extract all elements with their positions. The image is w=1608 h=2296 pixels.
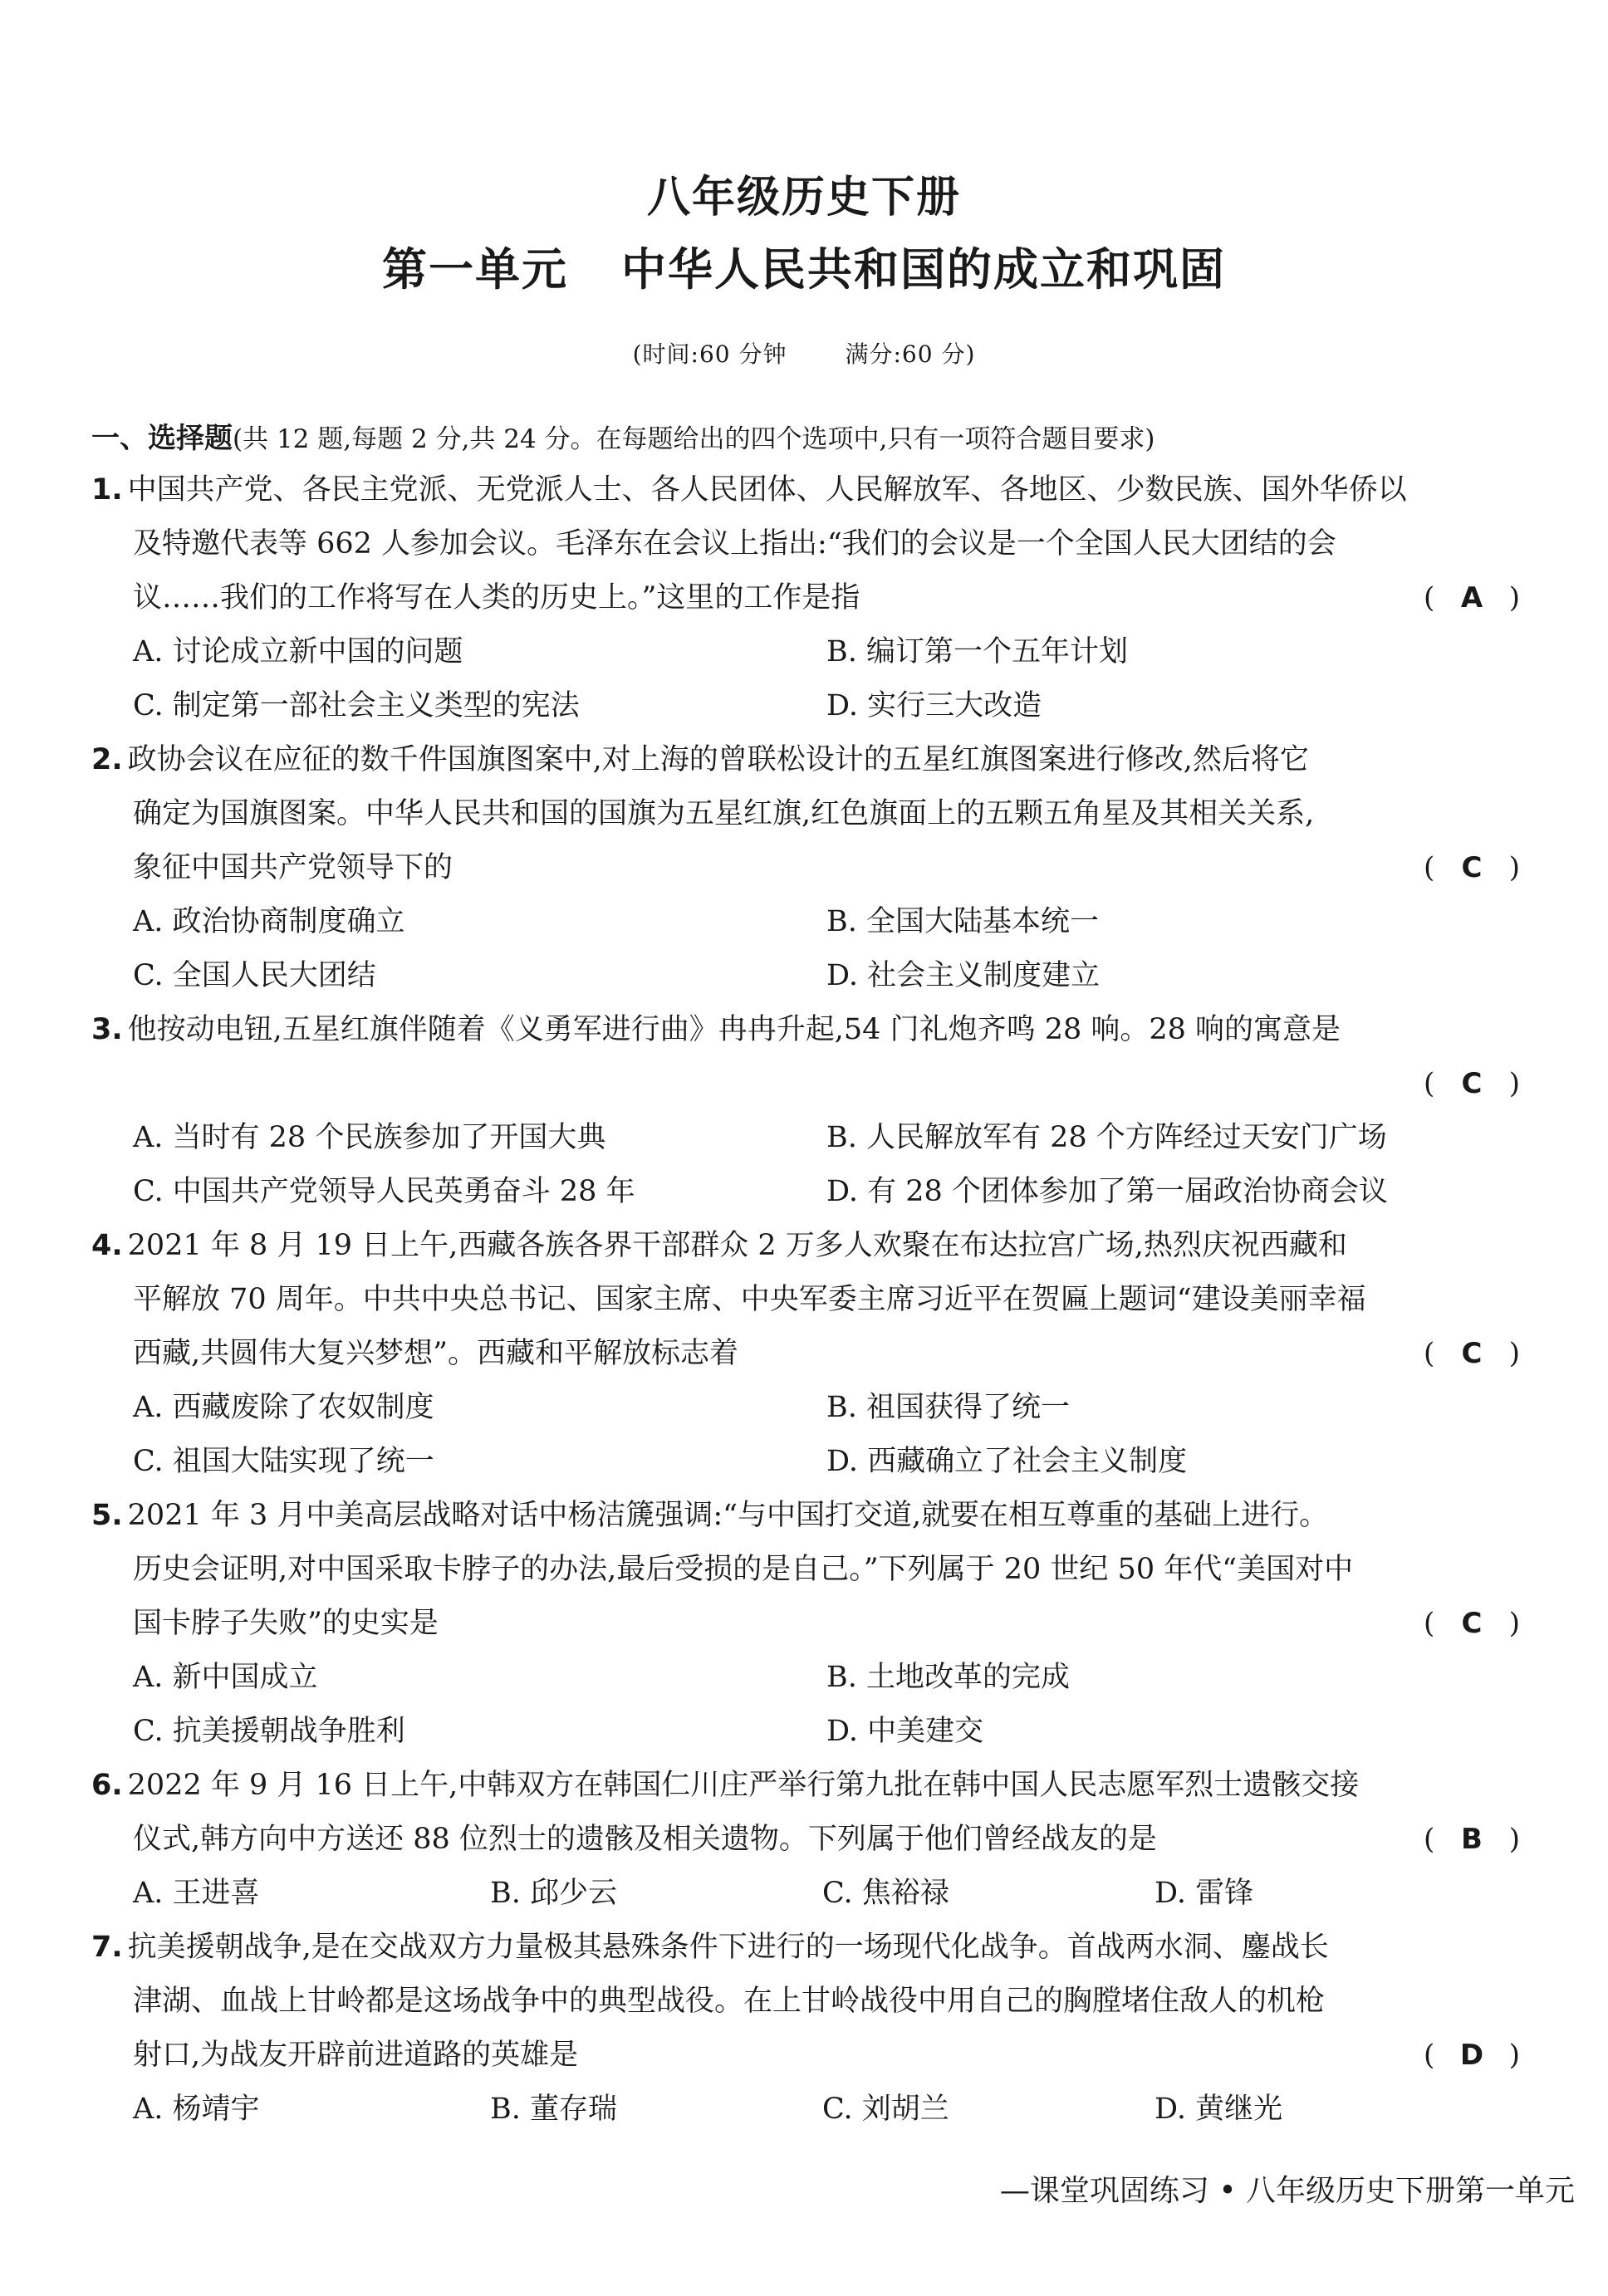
question-text: 仪式,韩方向中方送还 88 位烈士的遗骸及相关遗物。下列属于他们曾经战友的是 xyxy=(133,1823,1157,1856)
answer-letter: B xyxy=(1461,1823,1483,1856)
question-number: 5. xyxy=(91,1499,123,1532)
question-line xyxy=(91,463,1520,517)
answer-letter: C xyxy=(1461,851,1483,884)
answer-bracket: ( D ) xyxy=(1424,2029,1520,2083)
exam-meta xyxy=(0,336,1608,370)
question-text: 抗美援朝战争,是在交战双方力量极其悬殊条件下进行的一场现代化战争。首战两水洞、鏖战长 xyxy=(127,1931,1329,1964)
unit-name: 中华人民共和国的成立和巩固 xyxy=(621,243,1226,296)
question-line xyxy=(91,733,1520,787)
answer-bracket: ( C ) xyxy=(1424,1597,1520,1651)
options-row xyxy=(91,1705,1520,1759)
option-b: B. 土地改革的完成 xyxy=(826,1661,1070,1694)
answer-letter: D xyxy=(1459,2039,1484,2072)
question-text: 中国共产党、各民主党派、无党派人士、各人民团体、人民解放军、各地区、少数民族、国外华侨以 xyxy=(127,473,1407,507)
question-number: 2. xyxy=(91,743,123,776)
page-footer: —课堂巩固练习 • 八年级历史下册第一单元 xyxy=(999,2174,1575,2208)
options-row xyxy=(91,1867,1520,1921)
option-d: D. 黄继光 xyxy=(1155,2093,1283,2126)
answer-letter: C xyxy=(1461,1607,1483,1640)
question-text: 他按动电钮,五星红旗伴随着《义勇军进行曲》冉冉升起,54 门礼炮齐鸣 28 响。28 响的寓意是 xyxy=(127,1013,1341,1046)
question-line xyxy=(91,1003,1520,1057)
question-line xyxy=(91,1489,1520,1543)
question-number: 6. xyxy=(91,1769,123,1802)
question-line xyxy=(91,1759,1520,1813)
question-line xyxy=(91,2029,1520,2083)
options-row xyxy=(91,1651,1520,1705)
options-row xyxy=(91,625,1520,679)
question-number: 1. xyxy=(91,473,123,507)
option-b: B. 董存瑞 xyxy=(490,2093,617,2126)
options-row xyxy=(91,1111,1520,1165)
answer-bracket: ( C ) xyxy=(1424,841,1520,895)
option-a: A. 当时有 28 个民族参加了开国大典 xyxy=(133,1121,606,1154)
answer-bracket: ( A ) xyxy=(1424,571,1520,625)
question-number: 7. xyxy=(91,1931,123,1964)
question-text: 西藏,共圆伟大复兴梦想”。西藏和平解放标志着 xyxy=(133,1337,739,1370)
question-line xyxy=(91,1327,1520,1381)
options-row xyxy=(91,949,1520,1003)
options-row xyxy=(91,1381,1520,1435)
question-5 xyxy=(91,1489,1520,1759)
question-number: 4. xyxy=(91,1229,123,1262)
time-info: (时间:60 分钟 xyxy=(632,340,787,368)
question-line xyxy=(91,1057,1520,1111)
option-c: C. 刘胡兰 xyxy=(822,2093,949,2126)
option-d: D. 西藏确立了社会主义制度 xyxy=(826,1445,1188,1478)
options-row xyxy=(91,679,1520,733)
page-title: 八年级历史下册 xyxy=(646,173,961,223)
option-d: D. 实行三大改造 xyxy=(826,689,1042,722)
option-a: A. 新中国成立 xyxy=(133,1661,318,1694)
question-line xyxy=(91,1597,1520,1651)
question-line xyxy=(91,1219,1520,1273)
options-row xyxy=(91,895,1520,949)
option-d: D. 中美建交 xyxy=(826,1715,984,1748)
question-text: 象征中国共产党领导下的 xyxy=(133,851,453,884)
section-heading xyxy=(91,415,1520,456)
score-info: 满分:60 分) xyxy=(845,340,976,368)
question-7 xyxy=(91,1921,1520,2137)
answer-bracket: ( C ) xyxy=(1424,1327,1520,1381)
option-c: C. 中国共产党领导人民英勇奋斗 28 年 xyxy=(133,1175,635,1208)
question-1 xyxy=(91,463,1520,733)
question-text: 政协会议在应征的数千件国旗图案中,对上海的曾联松设计的五星红旗图案进行修改,然后将它 xyxy=(127,743,1309,776)
option-a: A. 讨论成立新中国的问题 xyxy=(133,635,463,668)
options-row xyxy=(91,1165,1520,1219)
option-b: B. 全国大陆基本统一 xyxy=(826,905,1099,938)
option-d: D. 社会主义制度建立 xyxy=(826,959,1101,992)
options-row xyxy=(91,1435,1520,1489)
option-d: D. 有 28 个团体参加了第一届政治协商会议 xyxy=(826,1175,1388,1208)
question-line: 确定为国旗图案。中华人民共和国的国旗为五星红旗,红色旗面上的五颗五角星及其相关关系, xyxy=(133,797,1315,830)
question-line: 平解放 70 周年。中共中央总书记、国家主席、中央军委主席习近平在贺匾上题词“建设美丽幸福 xyxy=(133,1283,1366,1316)
option-c: C. 制定第一部社会主义类型的宪法 xyxy=(133,689,580,722)
question-3 xyxy=(91,1003,1520,1219)
option-b: B. 编订第一个五年计划 xyxy=(826,635,1128,668)
question-2 xyxy=(91,733,1520,1003)
option-b: B. 邱少云 xyxy=(490,1877,617,1910)
question-line xyxy=(91,841,1520,895)
question-6 xyxy=(91,1759,1520,1921)
question-text: 射口,为战友开辟前进道路的英雄是 xyxy=(133,2039,579,2072)
answer-letter: A xyxy=(1460,581,1483,614)
option-c: C. 抗美援朝战争胜利 xyxy=(133,1715,405,1748)
options-row xyxy=(91,2083,1520,2137)
unit-number: 第一单元 xyxy=(382,243,568,296)
answer-bracket: ( B ) xyxy=(1424,1813,1520,1867)
option-a: A. 杨靖宇 xyxy=(133,2093,260,2126)
question-text: 国卡脖子失败”的史实是 xyxy=(133,1607,439,1640)
question-text: 2021 年 3 月中美高层战略对话中杨洁篪强调:“与中国打交道,就要在相互尊重的基础上进行。 xyxy=(127,1499,1329,1532)
question-text: 议……我们的工作将写在人类的历史上。”这里的工作是指 xyxy=(133,581,860,614)
unit-title xyxy=(0,234,1608,298)
question-line: 历史会证明,对中国采取卡脖子的办法,最后受损的是自己。”下列属于 20 世纪 50 年代“美国对中 xyxy=(133,1553,1354,1586)
option-c: C. 祖国大陆实现了统一 xyxy=(133,1445,434,1478)
option-a: A. 政治协商制度确立 xyxy=(133,905,405,938)
answer-letter: C xyxy=(1461,1067,1483,1100)
section-instructions: (共 12 题,每题 2 分,共 24 分。在每题给出的四个选项中,只有一项符合题目要求) xyxy=(233,424,1155,454)
option-a: A. 西藏废除了农奴制度 xyxy=(133,1391,434,1424)
option-b: B. 祖国获得了统一 xyxy=(826,1391,1070,1424)
question-line: 及特邀代表等 662 人参加会议。毛泽东在会议上指出:“我们的会议是一个全国人民大团结的会 xyxy=(133,527,1336,561)
answer-letter: C xyxy=(1461,1337,1483,1370)
option-b: B. 人民解放军有 28 个方阵经过天安门广场 xyxy=(826,1121,1387,1154)
section-title: 一、选择题 xyxy=(91,422,233,455)
option-d: D. 雷锋 xyxy=(1155,1877,1254,1910)
option-c: C. 全国人民大团结 xyxy=(133,959,376,992)
question-text: 2021 年 8 月 19 日上午,西藏各族各界干部群众 2 万多人欢聚在布达拉宫广场,热烈庆祝西藏和 xyxy=(127,1229,1347,1262)
question-number: 3. xyxy=(91,1013,123,1046)
question-line: 津湖、血战上甘岭都是这场战争中的典型战役。在上甘岭战役中用自己的胸膛堵住敌人的机枪 xyxy=(133,1985,1326,2018)
option-c: C. 焦裕禄 xyxy=(822,1877,949,1910)
question-line xyxy=(91,571,1520,625)
question-text: 2022 年 9 月 16 日上午,中韩双方在韩国仁川庄严举行第九批在韩中国人民志愿军烈士遗骸交接 xyxy=(127,1769,1360,1802)
answer-bracket: ( C ) xyxy=(1424,1057,1520,1111)
question-4 xyxy=(91,1219,1520,1489)
question-line xyxy=(91,1813,1520,1867)
option-a: A. 王进喜 xyxy=(133,1877,260,1910)
question-line xyxy=(91,1921,1520,1975)
